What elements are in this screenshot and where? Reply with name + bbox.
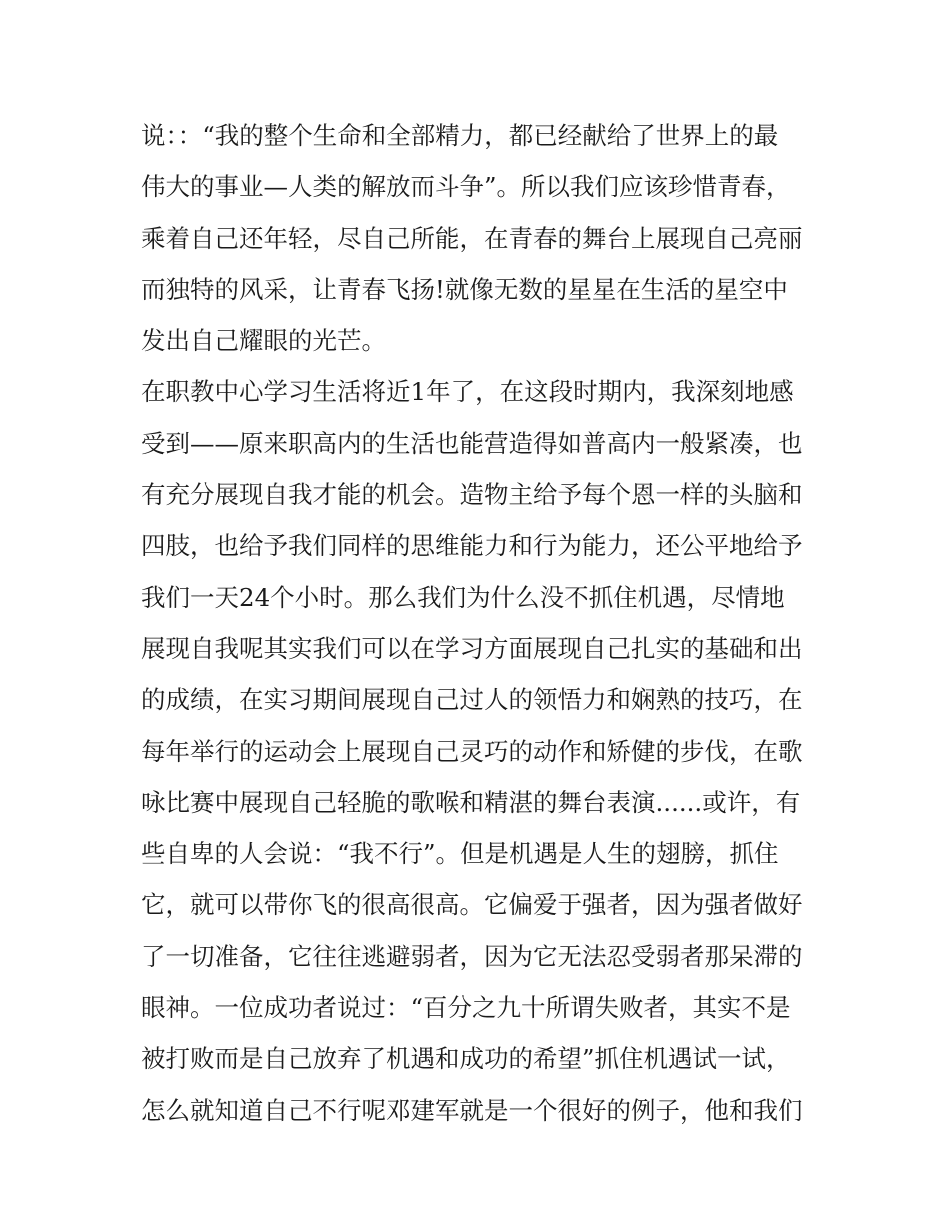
text-line: 被打败而是自己放弃了机遇和成功的希望”抓住机遇试一试， xyxy=(141,1044,791,1074)
text-line: 有充分展现自我才能的机会。造物主给予每个恩一样的头脑和 xyxy=(141,480,803,510)
text-line: 说：：“我的整个生命和全部精力，都已经献给了世界上的最 xyxy=(141,121,779,150)
text-line: 受到——原来职高内的生活也能营造得如普高内一般紧凑，也 xyxy=(141,428,803,458)
text-line: 每年举行的运动会上展现自己灵巧的动作和矫健的步伐，在歌 xyxy=(141,736,803,766)
text-line: 些自卑的人会说：“我不行”。但是机遇是人生的翅膀，抓住 xyxy=(141,839,779,869)
text-line: 展现自我呢其实我们可以在学习方面展现自己扎实的基础和出 xyxy=(141,633,803,663)
text-line: 它，就可以带你飞的很高很高。它偏爱于强者，因为强者做好 xyxy=(141,890,803,920)
text-line: 在职教中心学习生活将近1年了，在这段时期内，我深刻地感 xyxy=(141,377,794,407)
text-line: 咏比赛中展现自己轻脆的歌喉和精湛的舞台表演......或许，有 xyxy=(141,787,801,817)
body-text xyxy=(141,110,813,1136)
text-line: 我们一天24个小时。那么我们为什么没不抓住机遇，尽情地 xyxy=(141,582,785,612)
text-line: 眼神。一位成功者说过：“百分之九十所谓失败者，其实不是 xyxy=(141,993,791,1023)
text-line: 乘着自己还年轻，尽自己所能，在青春的舞台上展现自己亮丽 xyxy=(141,223,803,253)
text-line: 了一切准备，它往往逃避弱者，因为它无法忍受弱者那呆滞的 xyxy=(141,941,803,971)
text-line: 而独特的风采，让青春飞扬!就像无数的星星在生活的星空中 xyxy=(141,274,788,304)
text-line: 伟大的事业—人类的解放而斗争”。所以我们应该珍惜青春， xyxy=(141,172,791,202)
text-line: 的成绩，在实习期间展现自己过人的领悟力和娴熟的技巧，在 xyxy=(141,685,803,715)
text-line: 四肢，也给予我们同样的思维能力和行为能力，还公平地给予 xyxy=(141,531,803,561)
text-line: 发出自己耀眼的光芒。 xyxy=(141,326,386,356)
text-line: 怎么就知道自己不行呢邓建军就是一个很好的例子，他和我们 xyxy=(141,1095,803,1125)
